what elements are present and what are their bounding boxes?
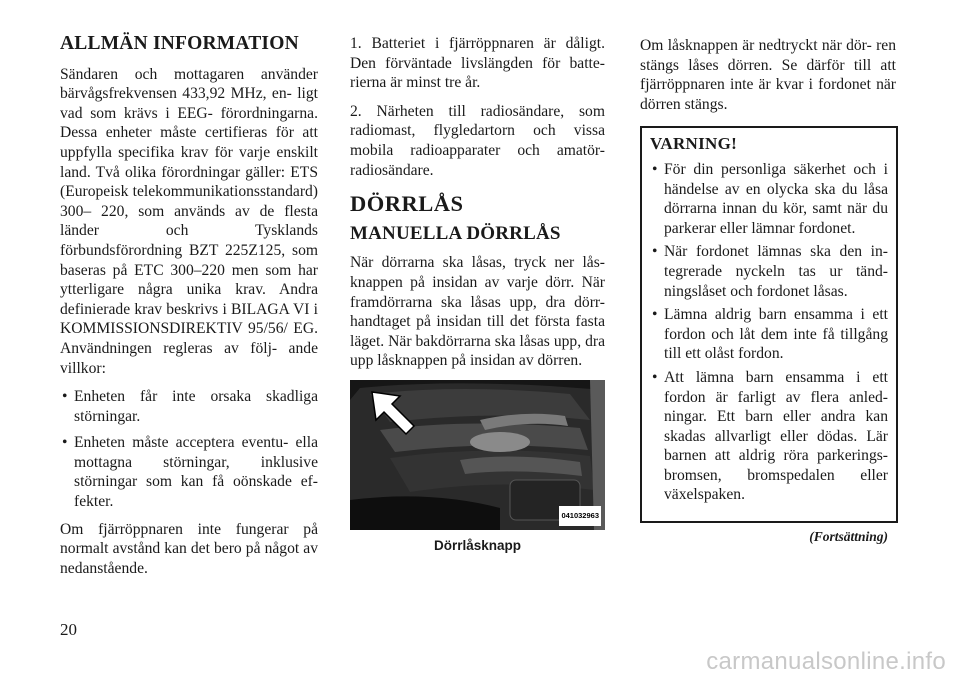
section-heading-door-locks: DÖRRLÅS	[350, 191, 464, 217]
subsection-heading-manual-locks: MANUELLA DÖRRLÅS	[350, 222, 561, 244]
figure-caption: Dörrlåsknapp	[433, 537, 522, 553]
list-item: • Lämna aldrig barn ensamma i ett fordon och låt dem inte få tillgång till ett olåst fordon.	[650, 305, 888, 364]
list-item: • Enheten får inte orsaka skadliga störningar.	[60, 387, 318, 426]
manual-locks-paragraph: När dörrarna ska låsas, tryck ner lås- knappen på insidan av varje dörr. När framdörrarna ska låsas upp, dra dörr- handtaget på insidan till det första fasta läget. När bakdörrarna ska låsas upp, dra upp låsknappen på insidan av dörren.	[350, 254, 605, 370]
warning-list	[650, 160, 888, 505]
list-item: • Enheten måste acceptera eventu- ella mottagna störningar, inklusive störningar som kan få oönskade ef- fekter.	[60, 433, 318, 511]
conditions-list	[60, 387, 318, 512]
cause-item-1: 1. Batteriet i fjärröppnaren är dåligt. Den förväntade livslängden för batte- rierna är minst tre år.	[350, 35, 605, 92]
cause-item-2: 2. Närheten till radiosändare, som radiomast, flygledartorn och vissa mobila radioapparater och amatör- radiosändare.	[350, 102, 605, 179]
door-lock-figure	[350, 380, 605, 530]
figure-code: 041032963	[559, 506, 601, 526]
list-item: • När fordonet lämnas ska den in- tegrerade nyckeln tas ur tänd- ningslåset och fordonet låsas.	[650, 242, 888, 301]
lock-button-paragraph: Om låsknappen är nedtryckt när dör- ren stängs låses dörren. Se därför till att fjärröppnaren inte är kvar i fordonet när dörren stängs.	[640, 37, 896, 113]
watermark: carmanualsonline.info	[706, 648, 946, 675]
column-right	[640, 36, 896, 547]
intro-paragraph: Sändaren och mottagaren använder bärvågsfrekvensen 433,92 MHz, en- ligt vad som krävs i EEG- förordningarna. Dessa enheter måste certifieras för att uppfylla specifika krav för varje enskilt land. Två olika förordningar gäller: ETS (Europeisk telekommunikationsstandard) 300– 220, som används av de flesta länder och Tysklands förbundsförordning BZT 225Z125, som baseras på ETC 300–220 men som har ytterligare några unika krav. Andra definierade krav beskrivs i BILAGA VI i KOMMISSIONSDIREKTIV 95/56/ EG. Användningen regleras av följ- ande villkor:	[60, 65, 318, 377]
warning-title: VARNING!	[650, 134, 738, 154]
column-left	[60, 34, 318, 587]
list-item: • Att lämna barn ensamma i ett fordon är farligt av flera anled- ningar. Ett barn eller andra kan skadas allvarligt eller dödas. Lär barnen att aldrig röra parkerings- bromsen, bromspedalen eller växelspaken.	[650, 368, 888, 505]
warning-box	[640, 126, 898, 523]
remote-range-paragraph: Om fjärröppnaren inte fungerar på normalt avstånd kan det bero på något av nedanstående.	[60, 520, 318, 577]
arrow-icon	[368, 388, 418, 438]
column-middle	[350, 34, 605, 556]
page-number: 20	[60, 620, 77, 639]
section-heading-general-info: ALLMÄN INFORMATION	[60, 33, 299, 54]
continued-label: (Fortsättning)	[809, 529, 888, 545]
list-item: • För din personliga säkerhet och i händelse av en olycka ska du låsa dörrarna innan du kör, samt när du parkerar eller lämnar fordonet.	[650, 160, 888, 238]
